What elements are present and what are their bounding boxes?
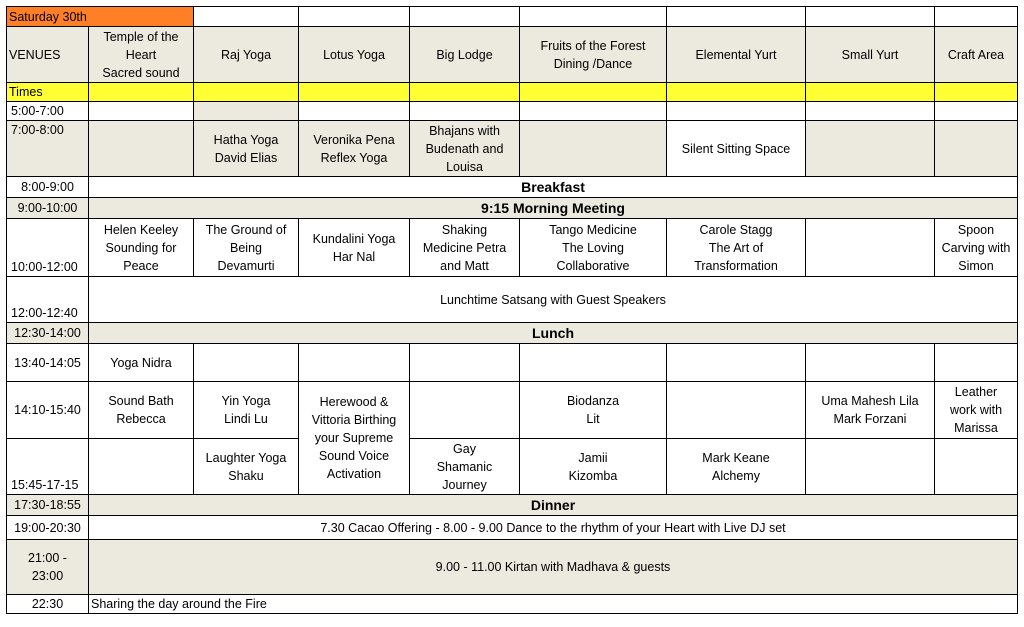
session-cell: Uma Mahesh Lila Mark Forzani xyxy=(806,382,935,439)
slot-time: 7:00-8:00 xyxy=(7,121,89,177)
slot-row xyxy=(7,540,1018,595)
slot-row xyxy=(7,495,1018,516)
slot-time: 21:00 - 23:00 xyxy=(28,551,67,583)
event-cacao-dance: 7.30 Cacao Offering - 8.00 - 9.00 Dance to the rhythm of your Heart with Live DJ set xyxy=(89,516,1018,540)
session-cell: Laughter Yoga Shaku xyxy=(194,439,299,495)
slot-row xyxy=(7,198,1018,219)
slot-time: 17:30-18:55 xyxy=(7,495,89,516)
times-label: Times xyxy=(7,83,89,102)
slot-time: 9:00-10:00 xyxy=(7,198,89,219)
slot-row xyxy=(7,277,1018,323)
slot-time: 19:00-20:30 xyxy=(7,516,89,540)
venue-fruits-forest: Fruits of the Forest Dining /Dance xyxy=(520,27,667,83)
title-row xyxy=(7,7,1018,27)
slot-row xyxy=(7,344,1018,382)
session-cell: Yoga Nidra xyxy=(89,344,194,382)
session-cell: Jamii Kizomba xyxy=(520,439,667,495)
session-cell: Helen Keeley Sounding for Peace xyxy=(89,219,194,277)
session-cell: Bhajans with Budenath and Louisa xyxy=(410,121,520,177)
slot-time: 12:00-12:40 xyxy=(7,277,89,323)
session-cell: Kundalini Yoga Har Nal xyxy=(299,219,410,277)
slot-row xyxy=(7,516,1018,540)
slot-time: 15:45-17-15 xyxy=(7,439,89,495)
venues-label: VENUES xyxy=(7,27,89,83)
event-satsang: Lunchtime Satsang with Guest Speakers xyxy=(89,277,1018,323)
session-cell: Silent Sitting Space xyxy=(667,121,806,177)
event-kirtan: 9.00 - 11.00 Kirtan with Madhava & guests xyxy=(89,540,1018,595)
venue-header-row xyxy=(7,27,1018,83)
slot-row xyxy=(7,102,1018,121)
venue-small-yurt: Small Yurt xyxy=(806,27,935,83)
event-fire-sharing: Sharing the day around the Fire xyxy=(89,595,1018,614)
slot-row xyxy=(7,177,1018,198)
session-cell: Spoon Carving with Simon xyxy=(935,219,1018,277)
session-cell: Hatha Yoga David Elias xyxy=(194,121,299,177)
session-cell: The Ground of Being Devamurti xyxy=(194,219,299,277)
slot-row xyxy=(7,219,1018,277)
session-cell: Shaking Medicine Petra and Matt xyxy=(410,219,520,277)
event-dinner: Dinner xyxy=(89,495,1018,516)
venue-temple: Temple of the Heart Sacred sound xyxy=(89,27,194,83)
slot-row xyxy=(7,595,1018,614)
venue-elemental-yurt: Elemental Yurt xyxy=(667,27,806,83)
session-cell: Yin Yoga Lindi Lu xyxy=(194,382,299,439)
schedule-table xyxy=(6,6,1018,614)
slot-time: 14:10-15:40 xyxy=(7,382,89,439)
slot-time: 12:30-14:00 xyxy=(7,323,89,344)
session-cell: Mark Keane Alchemy xyxy=(667,439,806,495)
session-cell: Gay Shamanic Journey xyxy=(410,439,520,495)
venue-lotus-yoga: Lotus Yoga xyxy=(299,27,410,83)
venue-raj-yoga: Raj Yoga xyxy=(194,27,299,83)
session-cell: Leather work with Marissa xyxy=(935,382,1018,439)
slot-row xyxy=(7,121,1018,177)
session-cell: Sound Bath Rebecca xyxy=(89,382,194,439)
slot-time: 13:40-14:05 xyxy=(7,344,89,382)
slot-time: 10:00-12:00 xyxy=(7,219,89,277)
slot-row xyxy=(7,323,1018,344)
times-header-row xyxy=(7,83,1018,102)
slot-row xyxy=(7,439,1018,495)
slot-time: 5:00-7:00 xyxy=(7,102,89,121)
session-cell: Carole Stagg The Art of Transformation xyxy=(667,219,806,277)
slot-time: 22:30 xyxy=(7,595,89,614)
slot-row xyxy=(7,382,1018,439)
event-breakfast: Breakfast xyxy=(89,177,1018,198)
slot-time: 8:00-9:00 xyxy=(7,177,89,198)
day-title: Saturday 30th xyxy=(7,7,194,27)
event-morning-meeting: 9:15 Morning Meeting xyxy=(89,198,1018,219)
session-cell: Biodanza Lit xyxy=(520,382,667,439)
session-cell: Veronika Pena Reflex Yoga xyxy=(299,121,410,177)
session-cell: Herewood & Vittoria Birthing your Supreme Sound Voice Activation xyxy=(299,382,410,495)
venue-big-lodge: Big Lodge xyxy=(410,27,520,83)
session-cell: Tango Medicine The Loving Collaborative xyxy=(520,219,667,277)
event-lunch: Lunch xyxy=(89,323,1018,344)
venue-craft-area: Craft Area xyxy=(935,27,1018,83)
